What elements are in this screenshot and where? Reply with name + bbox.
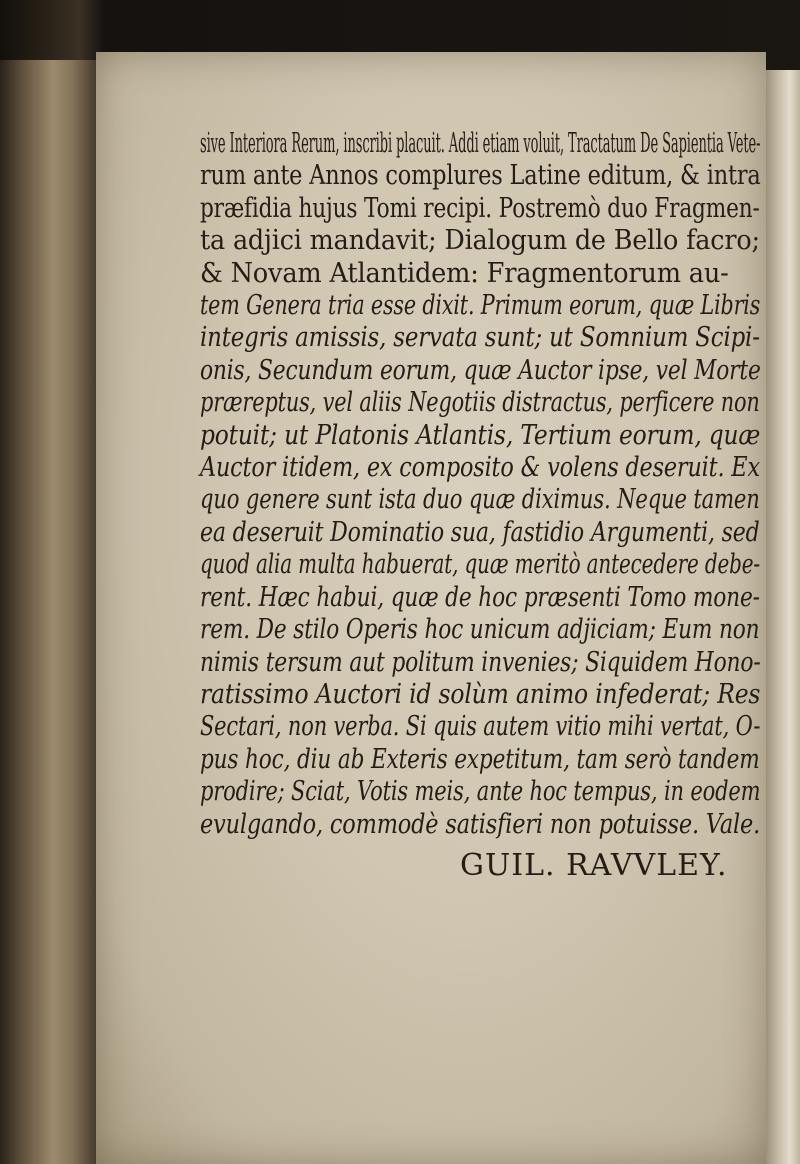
text-line: nimis tersum aut politum invenies; Siquidem Hono- [200, 646, 761, 678]
text-line: quod alia multa habuerat, quæ meritò antecedere debe- [200, 549, 761, 581]
text-line: onis, Secundum eorum, quæ Auctor ipse, vel Morte [200, 354, 761, 386]
text-line: pus hoc, diu ab Exteris expetitum, tam serò tandem [200, 743, 760, 775]
text-line: integris amissis, servata sunt; ut Somnium Scipi- [200, 322, 760, 354]
book-binding [0, 60, 96, 1164]
text-line: ea deseruit Dominatio sua, fastidio Argumenti, sed [200, 516, 760, 548]
text-line: ratissimo Auctori id solùm animo infederat; Res [200, 678, 761, 710]
text-line: rent. Hæc habui, quæ de hoc præsenti Tomo mone- [200, 581, 760, 613]
text-line: præreptus, vel aliis Negotiis distractus, perficere non [200, 387, 760, 419]
text-line: ta adjici mandavit; Dialogum de Bello facro; [200, 225, 760, 257]
text-line: prodire; Sciat, Votis meis, ante hoc tempus, in eodem [200, 776, 761, 808]
text-line: rum ante Annos complures Latine editum, & intra [200, 160, 761, 192]
text-line: Sectari, non verba. Si quis autem vitio mihi vertat, O- [200, 711, 761, 743]
signature: GUIL. RAVVLEY. [460, 848, 728, 883]
text-line: sive Interiora Rerum, inscribi placuit. Addi etiam voluit, Tractatum De Sapientia Vete- [200, 128, 761, 159]
text-line: Auctor itidem, ex composito & volens deseruit. Ex [200, 452, 760, 484]
text-line: tem Genera tria esse dixit. Primum eorum, quæ Libris [200, 290, 761, 322]
text-line: quo genere sunt ista duo quæ diximus. Neque tamen [200, 484, 760, 516]
text-line: potuit; ut Platonis Atlantis, Tertium eorum, quæ [200, 419, 761, 451]
body-text [200, 128, 790, 841]
text-line: evulgando, commodè satisfieri non potuisse. Vale. [200, 808, 761, 840]
text-line: rem. De stilo Operis hoc unicum adjiciam; Eum non [200, 614, 760, 646]
text-line: & Novam Atlantidem: Fragmentorum au- [200, 257, 729, 289]
text-line: præfidia hujus Tomi recipi. Postremò duo Fragmen- [200, 192, 760, 224]
